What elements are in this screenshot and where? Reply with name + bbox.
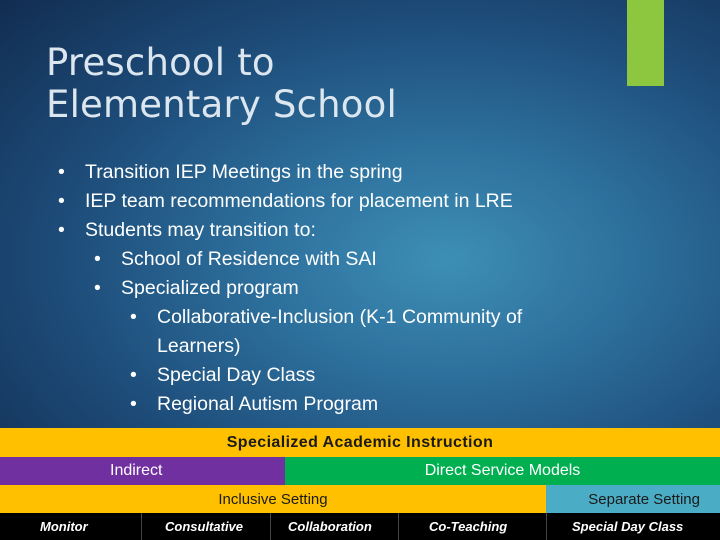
- title-line-1: Preschool to: [46, 41, 275, 84]
- bullet-item: • Collaborative-Inclusion (K-1 Community of: [56, 303, 656, 332]
- cell-divider: [141, 513, 142, 540]
- bullet-item: • Transition IEP Meetings in the spring: [56, 158, 656, 187]
- table-header-row: [0, 428, 720, 457]
- service-type-row: [0, 457, 720, 485]
- bullet-item: • Specialized program: [56, 274, 656, 303]
- bullet-item: • Regional Autism Program: [56, 390, 656, 419]
- bullet-item: • Special Day Class: [56, 361, 656, 390]
- bullet-item: • IEP team recommendations for placement in LRE: [56, 187, 656, 216]
- model-row: [0, 513, 720, 540]
- title-line-2: Elementary School: [46, 83, 397, 126]
- cell-divider: [398, 513, 399, 540]
- setting-row: [0, 485, 720, 513]
- model-special-day-class: Special Day Class: [572, 519, 684, 534]
- service-model-table: [0, 428, 720, 540]
- cell-divider: [270, 513, 271, 540]
- model-monitor: Monitor: [40, 519, 88, 534]
- bullet-continuation: Learners): [157, 335, 241, 357]
- model-co-teaching: Co-Teaching: [429, 519, 508, 534]
- accent-tab: [627, 0, 664, 86]
- direct-service-cell: Direct Service Models: [285, 457, 720, 485]
- bullet-list: [56, 158, 656, 419]
- separate-setting-cell: Separate Setting: [546, 485, 720, 513]
- table-header: Specialized Academic Instruction: [226, 433, 494, 451]
- cell-divider: [546, 513, 547, 540]
- indirect-cell: Indirect: [0, 457, 285, 485]
- slide-title: [46, 42, 397, 126]
- bullet-item: • School of Residence with SAI: [56, 245, 656, 274]
- inclusive-setting-cell: Inclusive Setting: [0, 485, 546, 513]
- bullet-item: • Students may transition to:: [56, 216, 656, 245]
- model-consultative: Consultative: [165, 519, 244, 534]
- model-collaboration: Collaboration: [288, 519, 372, 534]
